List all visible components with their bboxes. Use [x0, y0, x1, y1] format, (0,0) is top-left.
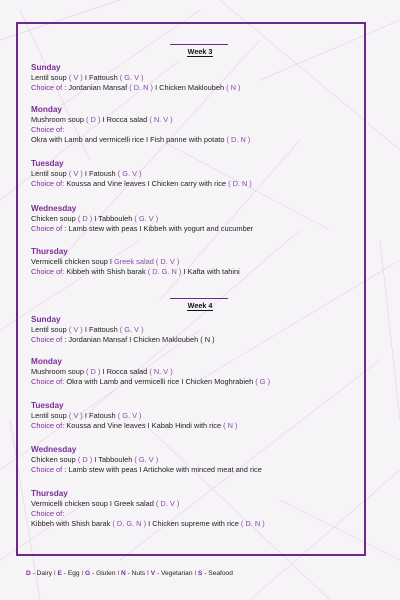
- allergen-tag: ( V ): [68, 73, 83, 82]
- dish-text: Okra with Lamb and vermicelli rice I Chicken Moghrabieh: [66, 377, 256, 387]
- allergen-tag: ( N ): [226, 83, 241, 93]
- legend-dash: -: [90, 570, 97, 577]
- dish-text: Koussa and Vine leaves I Chicken carry with rice: [66, 179, 229, 189]
- choice-label: Choice of:: [31, 377, 67, 387]
- day-name: Thursday: [31, 247, 68, 256]
- allergen-tag: ( D. G. N ): [112, 519, 147, 529]
- dish-text: I Tabbouleh: [92, 455, 135, 464]
- dish-text: : Lamb stew with peas I Kibbeh with yogurt and cucumber: [64, 224, 254, 234]
- day-name: Tuesday: [31, 401, 64, 410]
- dish-text: I Rocca salad: [100, 115, 150, 124]
- legend-label: Gluten: [96, 570, 116, 577]
- legend-label: Dairy: [36, 570, 53, 577]
- legend-dash: -: [30, 570, 37, 577]
- day-name: Wednesday: [31, 445, 77, 454]
- dish-text: Okra with Lamb and vermicelli rice I Fish panne with potato: [31, 135, 227, 145]
- allergen-tag: ( V ): [68, 411, 83, 420]
- legend-separator: I: [52, 570, 58, 577]
- allergen-tag: ( N. V ): [149, 115, 173, 124]
- allergen-tag: Greek salad ( D. V ): [113, 257, 180, 266]
- dish-text: : Jordanian Mansaf: [64, 83, 130, 93]
- week-3-day-thursday: [31, 246, 371, 277]
- dish-text: Mushroom soup: [31, 115, 87, 124]
- menu-line: [31, 135, 371, 145]
- week-4-top-rule: [170, 298, 228, 299]
- menu-line: [31, 257, 371, 267]
- dish-text: Lentil soup: [31, 73, 69, 82]
- dish-text: I Fattoush: [82, 325, 120, 334]
- choice-label: Choice of: [31, 465, 65, 475]
- menu-line: [31, 455, 371, 465]
- legend-key: N: [121, 570, 126, 577]
- dish-text: : Lamb stew with peas I Artichoke with minced meat and rice: [64, 465, 262, 475]
- allergen-tag: ( D ): [86, 367, 101, 376]
- dish-text: I Kafta with tahini: [181, 267, 240, 277]
- week-4-day-monday: [31, 356, 371, 387]
- menu-line: [31, 267, 371, 277]
- menu-line: [31, 214, 371, 224]
- legend-key: D: [26, 570, 31, 577]
- menu-line: [31, 509, 371, 519]
- legend-separator: I: [79, 570, 86, 577]
- dish-text: Kibbeh with Shish barak: [31, 519, 113, 529]
- dish-text: Vermicelli chicken soup I Greek salad: [31, 499, 156, 508]
- dish-text: Lentil soup: [31, 169, 69, 178]
- choice-label: Choice of:: [31, 179, 67, 189]
- choice-label: Choice of:: [31, 509, 65, 519]
- allergen-tag: ( D ): [86, 115, 101, 124]
- week-4-day-thursday: [31, 488, 371, 530]
- week-4-day-sunday: [31, 314, 371, 345]
- week-3-day-tuesday: [31, 158, 371, 189]
- dish-text: I Fattoush: [82, 73, 120, 82]
- dish-text: : Jordanian Mansaf I Chicken Makloubeh ( N ): [64, 335, 215, 345]
- legend-key: E: [57, 570, 62, 577]
- day-name: Monday: [31, 105, 62, 114]
- allergen-tag: ( D. N ): [240, 519, 265, 529]
- legend-label: Seafood: [208, 570, 233, 577]
- allergen-tag: ( D ): [77, 455, 93, 464]
- dish-text: Kibbeh with Shish barak: [66, 267, 148, 277]
- menu-line: [31, 335, 371, 345]
- legend-dash: -: [155, 570, 161, 577]
- dish-text: Chicken soup: [31, 455, 78, 464]
- legend-separator: I: [115, 570, 121, 577]
- menu-line: [31, 115, 371, 125]
- choice-label: Choice of:: [31, 421, 67, 431]
- dish-text: Vermicelli chicken soup I: [31, 257, 114, 266]
- day-name: Sunday: [31, 63, 61, 72]
- legend-label: Nuts: [131, 570, 146, 577]
- dish-text: Lentil soup: [31, 411, 69, 420]
- legend-dash: -: [202, 570, 209, 577]
- legend-key: V: [150, 570, 156, 577]
- choice-label: Choice of: [31, 335, 65, 345]
- week-3-heading: Week 3: [187, 47, 213, 56]
- menu-line: [31, 179, 371, 189]
- allergen-tag: ( D. N ): [129, 83, 154, 93]
- menu-line: [31, 325, 371, 335]
- week-3-day-monday: [31, 104, 371, 146]
- choice-label: Choice of: [31, 83, 65, 93]
- legend-dash: -: [125, 570, 132, 577]
- allergen-tag: ( V ): [68, 325, 83, 334]
- dish-text: Koussa and Vine leaves I Kabab Hindi with rice: [66, 421, 224, 431]
- menu-line: [31, 519, 371, 529]
- menu-line: [31, 499, 371, 509]
- choice-label: Choice of: [31, 224, 65, 234]
- dish-text: I Fatoush: [82, 169, 118, 178]
- choice-label: Choice of:: [31, 267, 67, 277]
- menu-line: [31, 465, 371, 475]
- allergen-tag: ( G. V ): [119, 73, 144, 82]
- dish-text: Chicken soup: [31, 214, 78, 223]
- allergen-tag: ( D. N ): [226, 135, 251, 145]
- allergen-tag: ( G. V ): [119, 325, 144, 334]
- allergen-tag: ( G ): [255, 377, 271, 387]
- allergen-tag: ( D. G. N ): [147, 267, 182, 277]
- week-3-top-rule: [170, 44, 228, 45]
- legend-separator: I: [192, 570, 199, 577]
- day-name: Wednesday: [31, 204, 77, 213]
- menu-line: [31, 73, 371, 83]
- allergen-tag: ( N ): [223, 421, 238, 431]
- legend-key: S: [198, 570, 203, 577]
- allergen-tag: ( G. V ): [117, 169, 142, 178]
- day-name: Sunday: [31, 315, 61, 324]
- week-4-heading: Week 4: [187, 301, 213, 310]
- week-3-day-wednesday: [31, 203, 371, 234]
- day-name: Tuesday: [31, 159, 64, 168]
- week-3-day-sunday: [31, 62, 371, 93]
- week-4-day-tuesday: [31, 400, 371, 431]
- day-name: Monday: [31, 357, 62, 366]
- allergen-tag: ( G. V ): [134, 214, 159, 223]
- menu-line: [31, 125, 371, 135]
- legend-key: G: [85, 570, 91, 577]
- menu-line: [31, 411, 371, 421]
- allergen-legend: [26, 570, 386, 577]
- menu-line: [31, 421, 371, 431]
- menu-line: [31, 224, 371, 234]
- legend-dash: -: [61, 570, 68, 577]
- menu-line: [31, 377, 371, 387]
- legend-label: Vegetarian: [160, 570, 193, 577]
- allergen-tag: ( G. V ): [117, 411, 142, 420]
- menu-frame: [16, 22, 366, 556]
- allergen-tag: ( D. V ): [155, 499, 180, 508]
- dish-text: Lentil soup: [31, 325, 69, 334]
- menu-line: [31, 83, 371, 93]
- allergen-tag: ( D ): [77, 214, 93, 223]
- allergen-tag: ( N. V ): [149, 367, 173, 376]
- choice-label: Choice of:: [31, 125, 65, 135]
- day-name: Thursday: [31, 489, 68, 498]
- week-4-day-wednesday: [31, 444, 371, 475]
- legend-separator: I: [145, 570, 151, 577]
- allergen-tag: ( G. V ): [134, 455, 159, 464]
- menu-line: [31, 169, 371, 179]
- dish-text: I Rocca salad: [100, 367, 150, 376]
- allergen-tag: ( D. N ): [228, 179, 252, 189]
- dish-text: I Tabbouleh: [92, 214, 135, 223]
- dish-text: I Fatoush: [82, 411, 118, 420]
- dish-text: I Chicken supreme with rice: [146, 519, 241, 529]
- allergen-tag: ( V ): [68, 169, 83, 178]
- legend-label: Egg: [67, 570, 80, 577]
- menu-line: [31, 367, 371, 377]
- dish-text: I Chicken Makloubeh: [153, 83, 227, 93]
- dish-text: Mushroom soup: [31, 367, 87, 376]
